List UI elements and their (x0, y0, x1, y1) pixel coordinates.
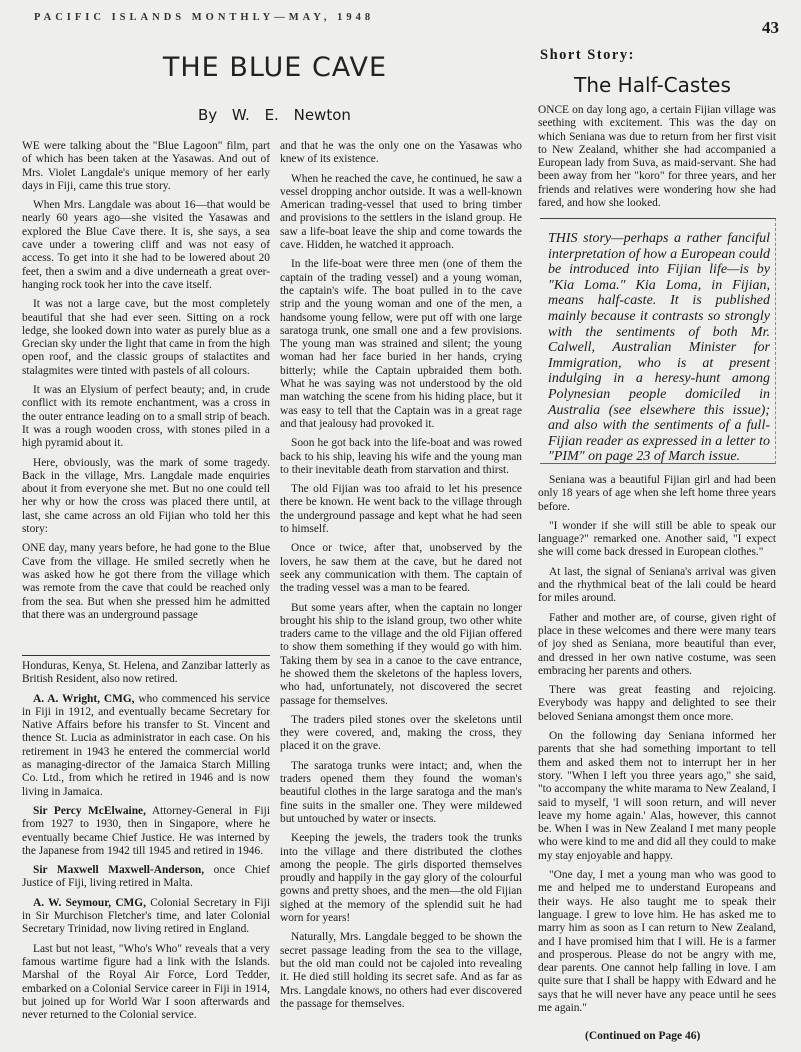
paragraph (22, 864, 270, 891)
person-name: A. W. Seymour, CMG, (33, 896, 147, 909)
paragraph: and that he was the only one on the Yasawas who knew of its existence. (280, 140, 522, 166)
paragraph: When Mrs. Langdale was about 16—that would be nearly 60 years ago—she visited the Yasawas and explored the Blue Cave there. It is, she says, a sea cave under a towering cliff and was not easy of access. To get into it she had to be lowered about 20 feet, then a swim and a dive underneath a great over-hanging rock took her into the cave itself. (22, 199, 270, 291)
paragraph: Soon he got back into the life-boat and was rowed back to his ship, leaving his wife and the young man to their inevitable death from starvation and thirst. (280, 437, 522, 476)
page-number: 43 (762, 18, 779, 37)
paragraph (22, 943, 270, 1023)
column-divider (22, 655, 270, 656)
continued-note: (Continued on Page 46) (585, 1030, 701, 1042)
paragraph-text: Attorney-General in Fiji from 1927 to 1930, then in Singapore, where he eventually became Chief Justice. He was interned by the Japanese from 1942 till 1945 and retired in 1946. (22, 804, 270, 857)
paragraph: Father and mother are, of course, given right of place in these welcomes and there were many tears of joy shed as Seniana, more beautiful than ever, and dressed in her own native costume, was seen embracing her parents and others. (538, 611, 776, 677)
short-story-title: The Half-Castes (574, 73, 731, 97)
editor-note: THIS story—perhaps a rather fanciful interpretation of how a European could be introduced into Fijian life—is by "Kia Loma." Kia Loma, in Fijian, means half-caste. It is published mainly because it contrasts so strongly with the sentiments of both Mr. Calwell, Australian Minister for Immigration, who is at present indulging in a heresy-hunt among Polynesian people domiciled in Australia (see elsewhere this issue); and also with the sentiments of a full-Fijian reader as expressed in a letter to "PIM" on page 23 of March issue. (548, 231, 770, 465)
blue-cave-column-1 (22, 140, 270, 650)
paragraph-text: once Chief Justice of Fiji, living retired in Malta. (22, 864, 270, 890)
paragraph: WE were talking about the "Blue Lagoon" film, part of which has been taken at the Yasawas. And out of Mrs. Violet Langdale's unique memory of her early days in Fiji, came this true story. (22, 140, 270, 192)
paragraph-text: who commenced his service in Fiji in 1912, and eventually became Secretary for Native Affairs before his transfer to St. Vincent and thence St. Lucia as administrator in each case. On his retirement in 1943 he entered the commercial world as managing-director of the Jamaica Starch Milling Co. Ltd., from which he retired in 1946 and is now living in Jamaica. (22, 692, 270, 798)
section-label: Short Story: (540, 47, 635, 63)
paragraph: "One day, I met a young man who was good to me and helped me to understand Europeans and their ways. He also taught me to speak their language. I grew to love him. He has asked me to marry him as soon as I can return to New Zealand, and I have promised him that I will. He is a farmer and prosperous. Please do not be angry with me, dear parents. One cannot help falling in love. I am quite sure that I shall be happy with Edward and he says that he will never have any peace until he sees me again." (538, 869, 776, 1014)
paragraph (22, 897, 270, 937)
paragraph-text: Colonial Secretary in Fiji in Sir Murchison Fletcher's time, and later Colonial Secretary Trinidad, now living retired in England. (22, 896, 270, 936)
paragraph: Seniana was a beautiful Fijian girl and had been only 18 years of age when she left home three years before. (538, 474, 776, 513)
story-title: THE BLUE CAVE (162, 52, 388, 83)
running-head: PACIFIC ISLANDS MONTHLY—MAY, 1948 (34, 12, 375, 23)
paragraph: When he reached the cave, he continued, he saw a vessel dropping anchor outside. It was a well-known American trading-vessel that used to bring timber and provisions to the settlers in the island group. He saw a life-boat leave the ship and come towards the cave. Hidden, he watched it approach. (280, 172, 522, 252)
paragraph-text: Honduras, Kenya, St. Helena, and Zanzibar latterly as British Resident, also now retired. (22, 660, 270, 686)
person-name: Sir Percy McElwaine, (33, 804, 146, 817)
paragraph: It was not a large cave, but the most completely beautiful that she had ever seen. Sitting on a rock ledge, she looked down into water as purely blue as a Grecian sky under the light that came in from the high open roof, and the classic groups of stalactites and stalagmites were tinted with pastels of all colours. (22, 298, 270, 377)
paragraph: Once or twice, after that, unobserved by the lovers, he saw them at the cave, but he dared not seek any communication with them. The captain of the trading vessel was a man to be feared. (280, 542, 522, 595)
whos-who-column (22, 660, 270, 1040)
paragraph: At last, the signal of Seniana's arrival was given and the rhythmical beat of the lali could be heard for miles around. (538, 565, 776, 605)
paragraph: But some years after, when the captain no longer brought his ship to the island group, two other white traders came to the village and the old Fijian offered to show them something if they would go with him. Taking them by sea in a canoe to the cave entrance, he showed them the skeletons of the hapless lovers, who had, unfortunately, not discovered the secret passage for themselves. (280, 601, 522, 707)
paragraph: Naturally, Mrs. Langdale begged to be shown the secret passage leading from the sea to the village, but the old man could not be cajoled into revealing it. He died still holding its secret safe. And as far as Mrs. Langdale knows, no others had ever discovered the passage for themselves. (280, 931, 522, 1010)
half-castes-opening (538, 104, 776, 214)
paragraph: ONE day, many years before, he had gone to the Blue Cave from the village. He smiled secretly when he was asked how he got there from the village which was remote from the cave that could be reached only from the sea. But when she pressed him he admitted that there was an underground passage (22, 542, 270, 621)
paragraph: The traders piled stones over the skeletons until they were covered, and, making the cross, they placed it on the grave. (280, 713, 522, 753)
paragraph-text: Last but not least, "Who's Who" reveals that a very famous wartime figure had a link with the Islands. Marshal of the Royal Air Force, Lord Tedder, embarked on a Colonial Service career in Fiji in 1914, but joined up for World War I soon afterwards and never returned to the Colonial service. (22, 942, 270, 1022)
paragraph: ONCE on day long ago, a certain Fijian village was seething with excitement. This was the day on which Seniana was due to return from her first visit to New Zealand, whither she had accompanied a European lady from Suva, as maid-servant. She had been away from her "koro" for three years, and her friends and relatives were wondering how she had fared, and how she looked. (538, 104, 776, 210)
paragraph (22, 693, 270, 799)
paragraph: The old Fijian was too afraid to let his presence there be known. He went back to the village through the underground passage and kept what he had seen to himself. (280, 483, 522, 536)
paragraph: Here, obviously, was the mark of some tragedy. Back in the village, Mrs. Langdale made enquiries about it from everyone she met. But no one could tell her why or how the cross was placed there until, at last, she came across an old Fijian who told her this story: (22, 456, 270, 536)
blue-cave-column-2 (280, 140, 522, 1045)
paragraph (22, 660, 270, 687)
half-castes-body (538, 474, 776, 1014)
byline: By W. E. Newton (198, 106, 351, 124)
paragraph: The saratoga trunks were intact; and, when the traders opened them they found the woman's beautiful clothes in the large saratoga and the man's fine suits in the smaller one. They were mildewed but untouched by water or insects. (280, 759, 522, 825)
editor-note-box (540, 218, 776, 464)
paragraph: "I wonder if she will still be able to speak our language?" remarked one. Another said, "I expect she will come back dressed in European clothes." (538, 519, 776, 559)
paragraph: There was great feasting and rejoicing. Everybody was happy and delighted to see their beloved Seniana amongst them once more. (538, 684, 776, 723)
paragraph: It was an Elysium of perfect beauty; and, in crude conflict with its remote enchantment, was a cross in the outer entrance leading on to a small strip of beach. It was a rough wooden cross, with stones piled in a high pyramid about it. (22, 384, 270, 450)
paragraph: In the life-boat were three men (one of them the captain of the trading vessel) and a young woman, the captain's wife. The boat pulled in to the cave strip and the young woman and one of the men, a handsome young fellow, were put off with one large saratoga trunk, one small one and a few provisions. The young man was strained and silent; the young woman had her face buried in her hands, crying bitterly; while the Captain upbraided them both. What he was saying was not understood by the old man watching the scene from his hiding place, but it was easy to tell that the Captain was in a great rage and that jealousy had provoked it. (280, 258, 522, 430)
paragraph: Keeping the jewels, the traders took the trunks into the village and there distributed the clothes among the people. The girls disported themselves proudly and happily in the gay glory of the colourful gowns and pretty shoes, and the men—the old Fijian sighed at the memory of the splendid suit he had worn for years! (280, 832, 522, 925)
person-name: Sir Maxwell Maxwell-Anderson, (33, 864, 205, 877)
paragraph: On the following day Seniana informed her parents that she had something important to tell them and asked them not to interrupt her in her story. "When I left you three years ago," she said, "to accompany the white marama to New Zealand, I said to myself, 'I will soon return, and will never leave my home again.' Alas, however, this cannot be. When I was in New Zealand I met many people who were kind to me and did all they could to make my stay enjoyable and happy. (538, 730, 776, 862)
paragraph (22, 805, 270, 858)
person-name: A. A. Wright, CMG, (33, 692, 135, 705)
